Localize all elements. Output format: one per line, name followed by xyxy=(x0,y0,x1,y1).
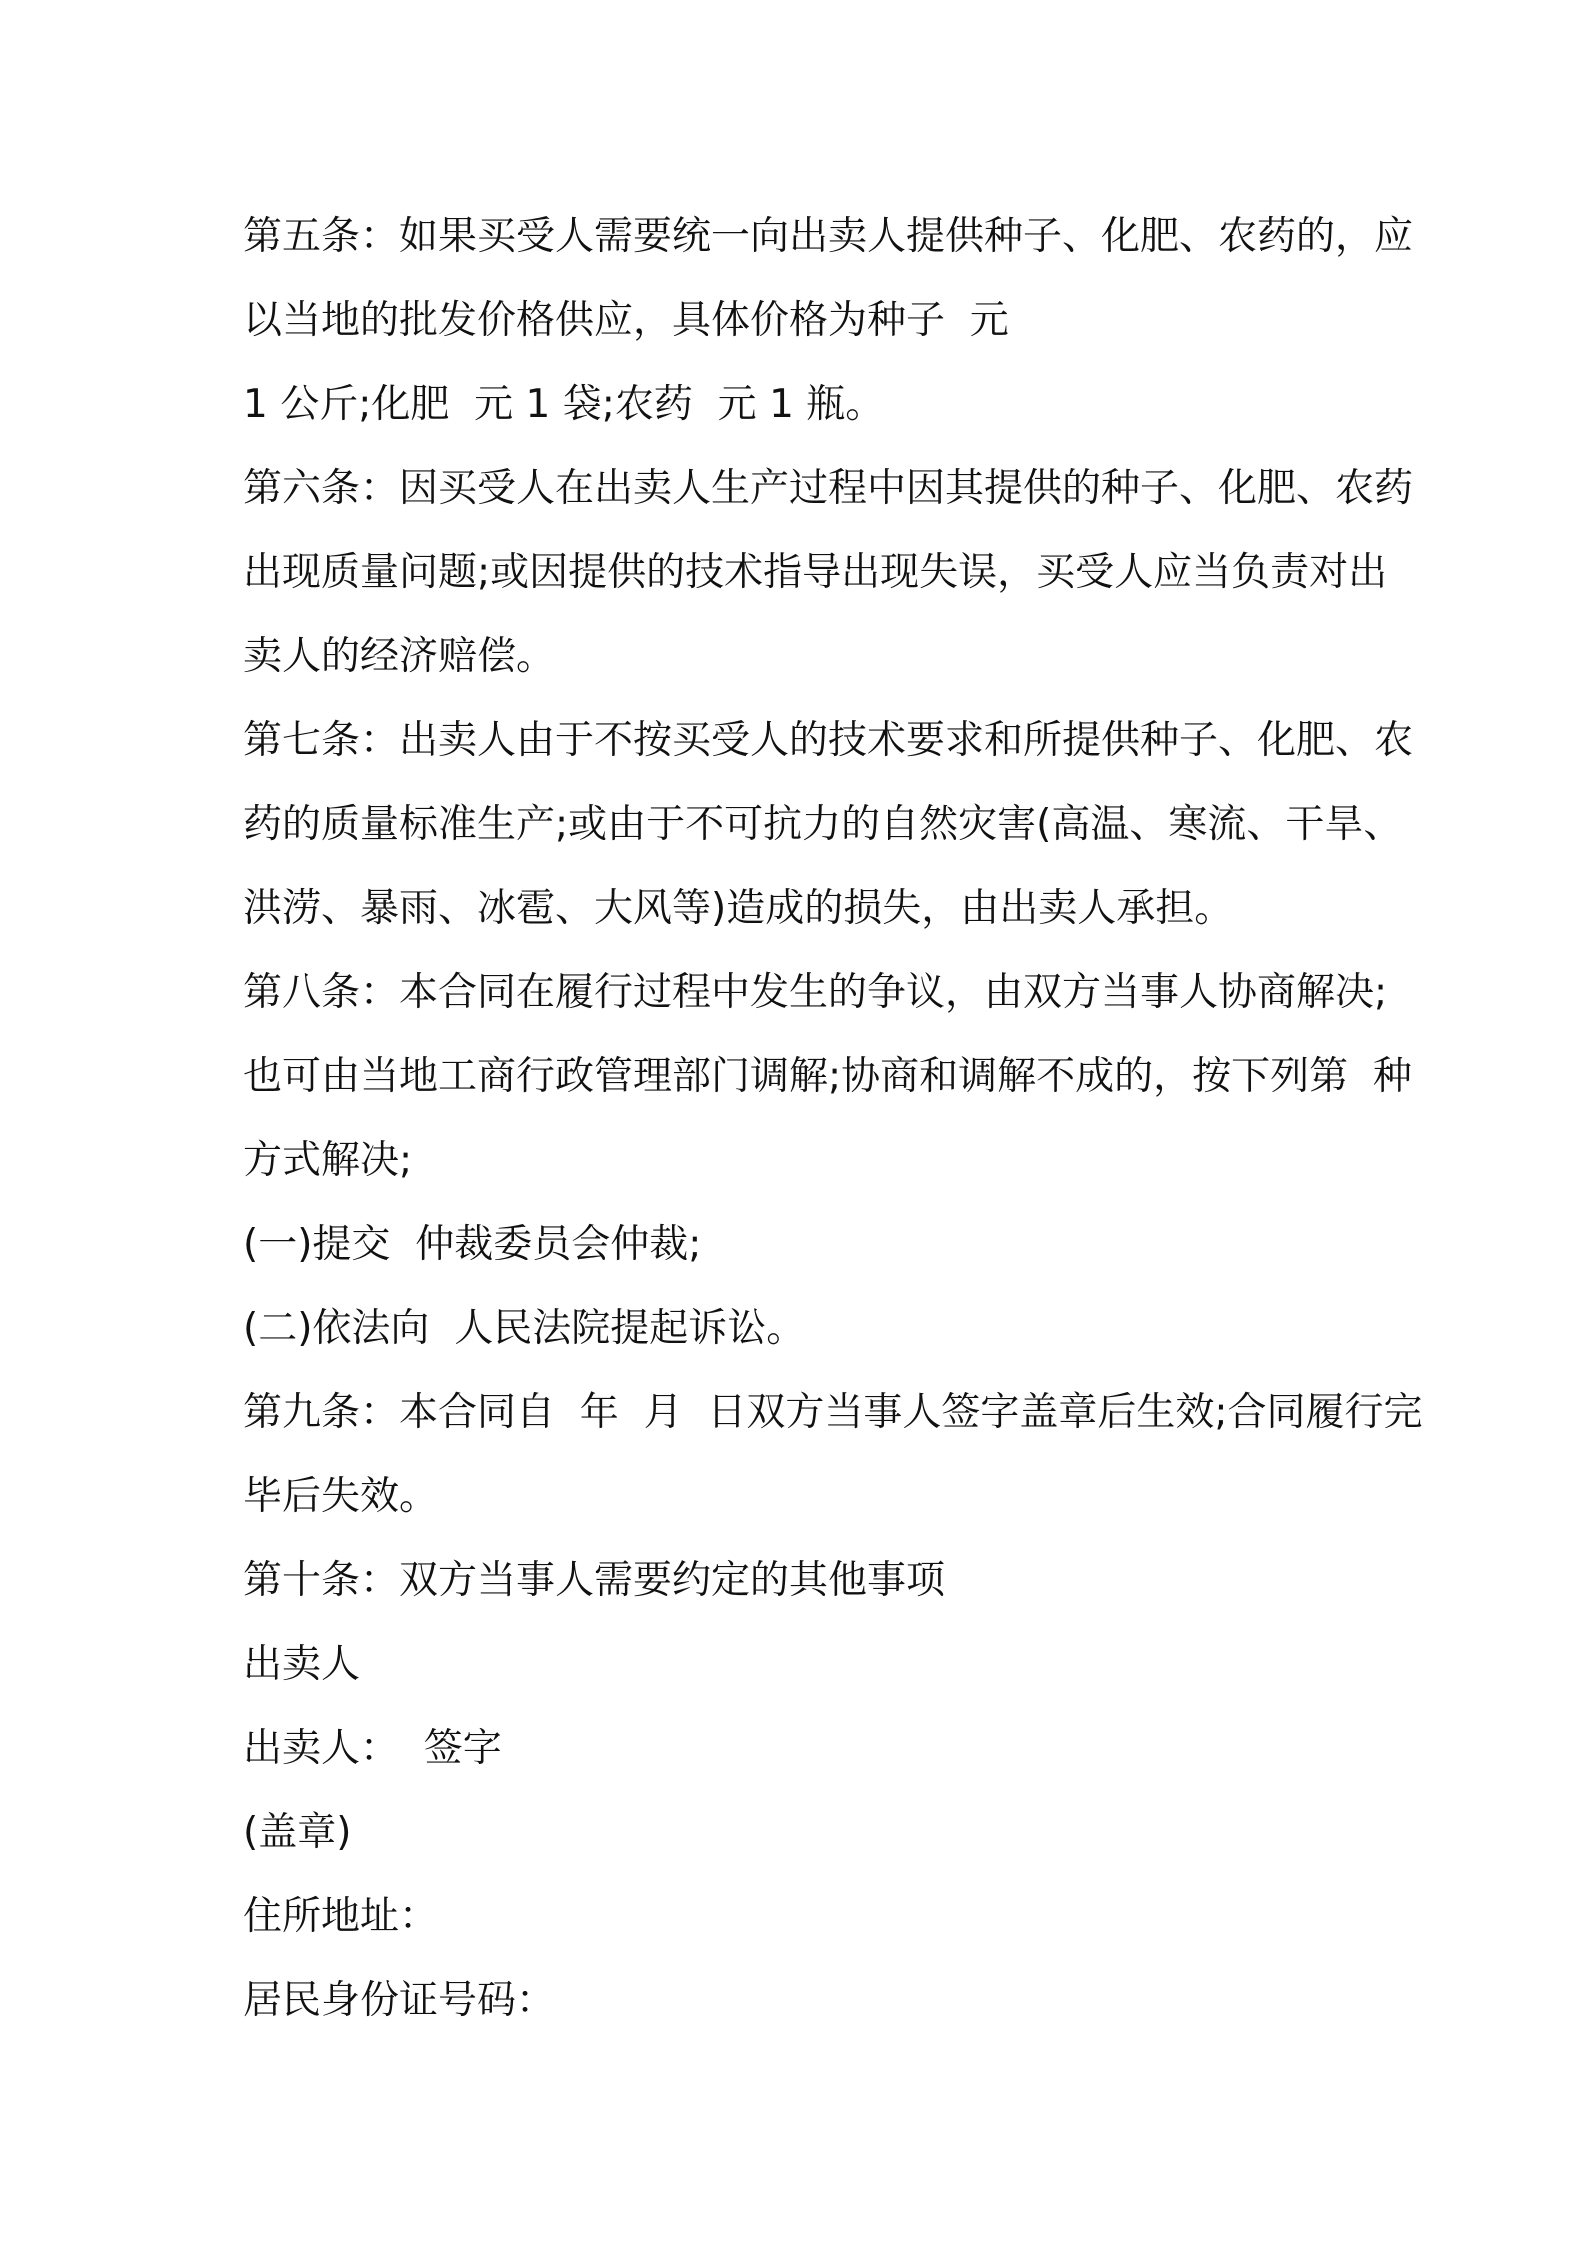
litigation-option: (二)依法向 人民法院提起诉讼。 xyxy=(243,1306,806,1351)
article-6-line-2: 出现质量问题;或因提供的技术指导出现失误，买受人应当负责对出 xyxy=(243,550,1388,595)
article-7-line-1: 第七条：出卖人由于不按买受人的技术要求和所提供种子、化肥、农 xyxy=(243,718,1414,763)
article-5-line-2: 以当地的批发价格供应，具体价格为种子 元 xyxy=(243,298,1009,343)
seal-label: (盖章) xyxy=(243,1810,352,1855)
seller-heading: 出卖人 xyxy=(243,1642,361,1687)
article-9-line-1: 第九条：本合同自 年 月 日双方当事人签字盖章后生效;合同履行完 xyxy=(243,1390,1423,1435)
article-6-line-3: 卖人的经济赔偿。 xyxy=(243,634,556,679)
article-5-line-1: 第五条：如果买受人需要统一向出卖人提供种子、化肥、农药的，应 xyxy=(243,214,1414,259)
article-8-line-1: 第八条：本合同在履行过程中发生的争议，由双方当事人协商解决; xyxy=(243,970,1388,1015)
article-9-line-2: 毕后失效。 xyxy=(243,1474,439,1519)
article-6-line-1: 第六条：因买受人在出卖人生产过程中因其提供的种子、化肥、农药 xyxy=(243,466,1414,511)
article-8-line-3: 方式解决; xyxy=(243,1138,413,1183)
contract-text xyxy=(243,195,1423,2043)
seller-signature: 出卖人： 签字 xyxy=(243,1726,502,1771)
id-number-label: 居民身份证号码： xyxy=(243,1978,556,2023)
article-10: 第十条：双方当事人需要约定的其他事项 xyxy=(243,1558,946,1603)
article-7-line-3: 洪涝、暴雨、冰雹、大风等)造成的损失，由出卖人承担。 xyxy=(243,886,1234,931)
arbitration-option: (一)提交 仲裁委员会仲裁; xyxy=(243,1222,702,1267)
article-5-line-3: 1 公斤;化肥 元 1 袋;农药 元 1 瓶。 xyxy=(243,382,885,427)
address-label: 住所地址： xyxy=(243,1894,439,1939)
article-7-line-2: 药的质量标准生产;或由于不可抗力的自然灾害(高温、寒流、干旱、 xyxy=(243,802,1403,847)
article-8-line-2: 也可由当地工商行政管理部门调解;协商和调解不成的，按下列第 种 xyxy=(243,1054,1412,1099)
